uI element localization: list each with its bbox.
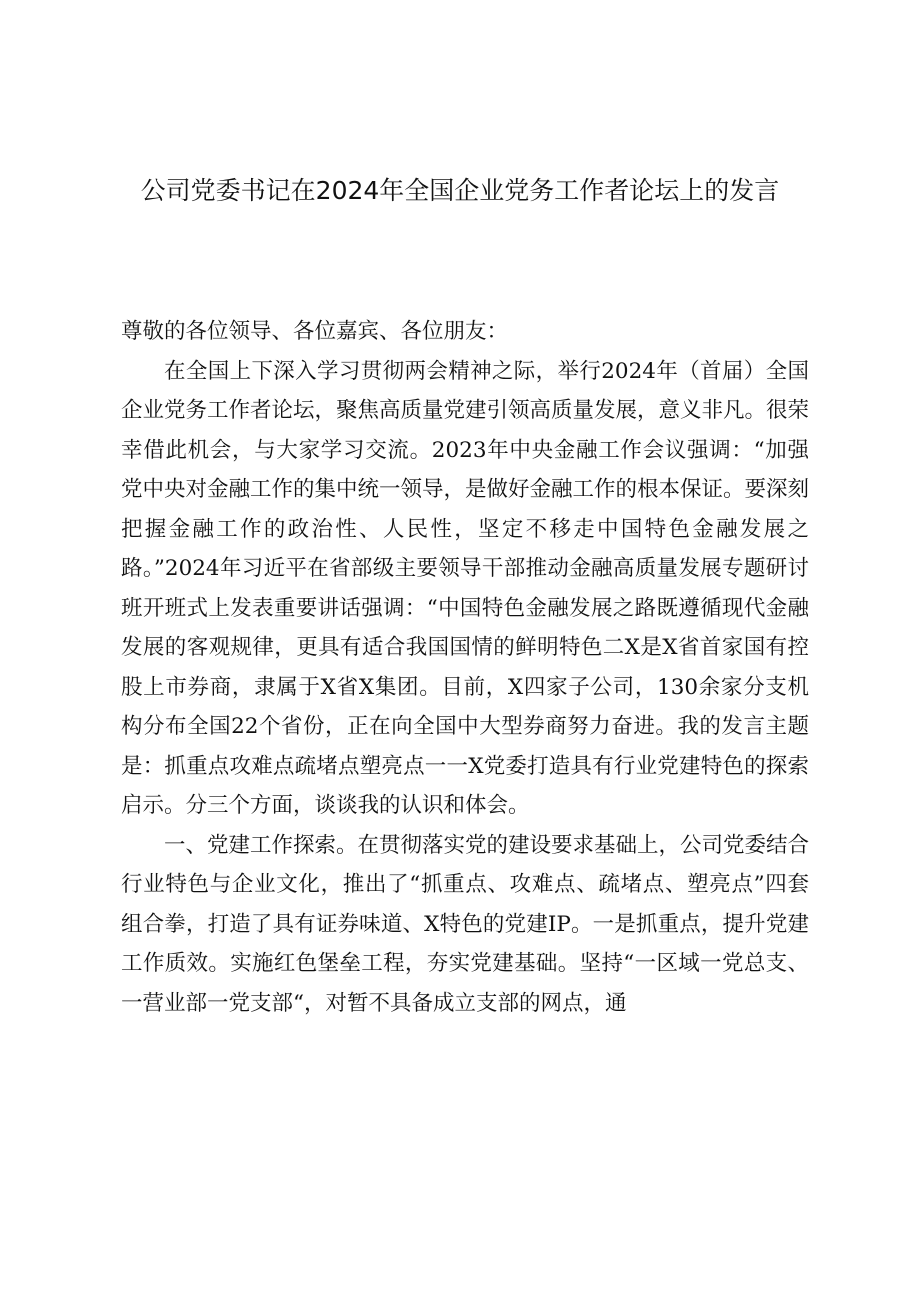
document-body: [121, 312, 809, 1023]
paragraph-intro: 在全国上下深入学习贯彻两会精神之际，举行2024年（首届）全国企业党务工作者论坛，聚焦高质量党建引领高质量发展，意义非凡。很荣幸借此机会，与大家学习交流。2023年中央金融工作会议强调：“加强党中央对金融工作的集中统一领导，是做好金融工作的根本保证。要深刻把握金融工作的政治性、人民性，坚定不移走中国特色金融发展之路。”2024年习近平在省部级主要领导干部推动金融高质量发展专题研讨班开班式上发表重要讲话强调：“中国特色金融发展之路既遵循现代金融发展的客观规律，更具有适合我国国情的鲜明特色二X是X省首家国有控股上市券商，隶属于X省X集团。目前，X四家子公司，130余家分支机构分布全国22个省份，正在向全国中大型券商努力奋进。我的发言主题是：抓重点攻难点疏堵点塑亮点一一X党委打造具有行业党建特色的探索启示。分三个方面，谈谈我的认识和体会。: [121, 358, 810, 818]
document-title: 公司党委书记在2024年全国企业党务工作者论坛上的发言: [140, 176, 780, 205]
salutation: 尊敬的各位领导、各位嘉宾、各位朋友：: [121, 319, 509, 344]
paragraph-section-one: 一、党建工作探索。在贯彻落实党的建设要求基础上，公司党委结合行业特色与企业文化，推出了“抓重点、攻难点、疏堵点、塑亮点”四套组合拳，打造了具有证券味道、X特色的党建IP。一是抓重点，提升党建工作质效。实施红色堡垒工程，夯实党建基础。坚持“一区域一党总支、一营业部一党支部“，对暂不具备成立支部的网点，通: [121, 832, 810, 1016]
